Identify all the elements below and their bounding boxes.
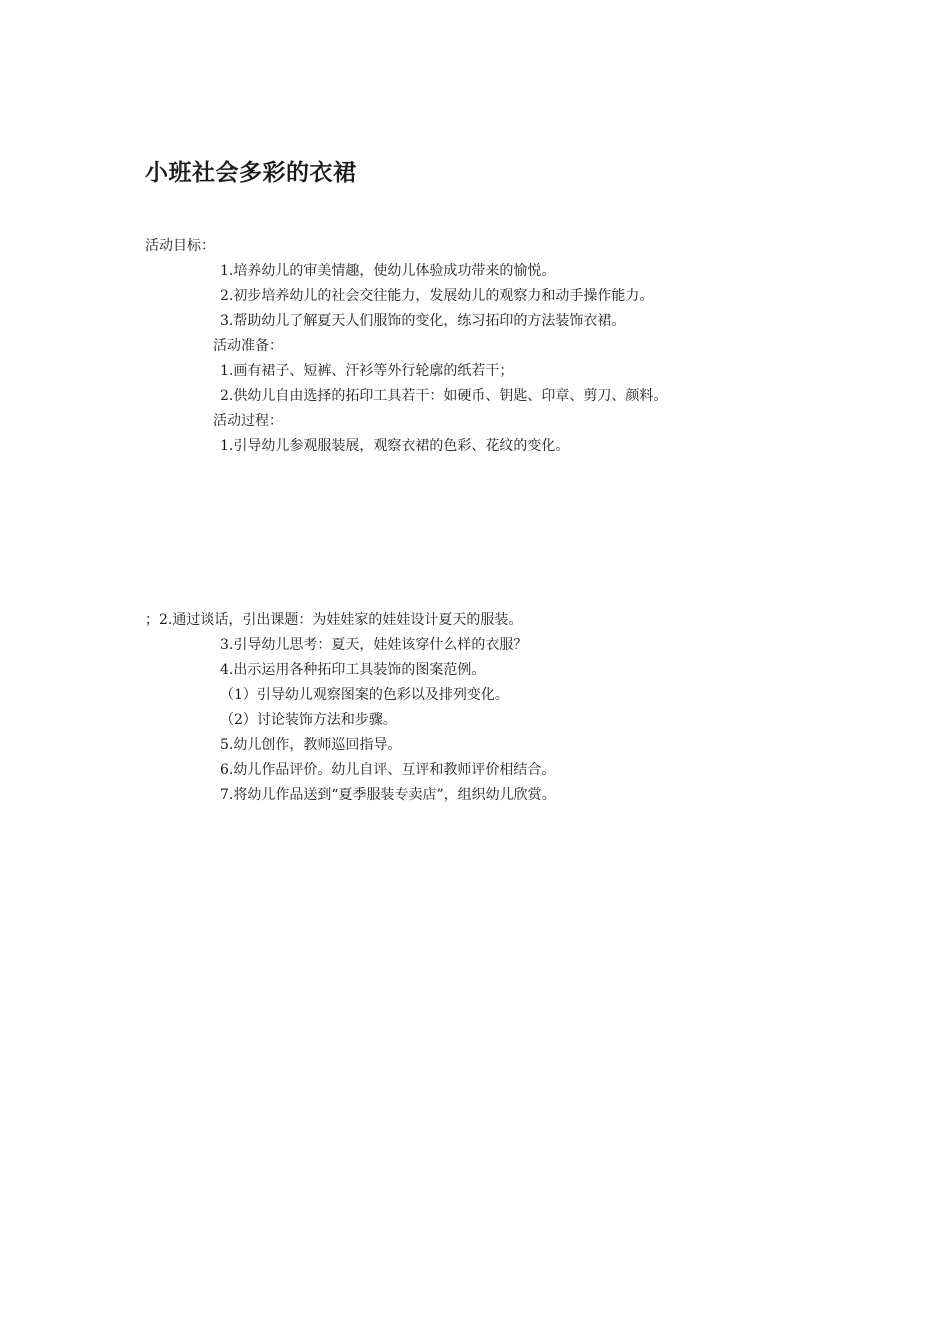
process-item-5: 5.幼儿创作，教师巡回指导。	[220, 737, 402, 753]
goal-item-1: 1.培养幼儿的审美情趣，使幼儿体验成功带来的愉悦。	[220, 263, 556, 279]
process-item-4: 4.出示运用各种拓印工具装饰的图案范例。	[220, 662, 486, 678]
process-item-7: 7.将幼儿作品送到“夏季服装专卖店”，组织幼儿欣赏。	[220, 787, 556, 803]
process-subitem-2: （2）讨论装饰方法和步骤。	[220, 712, 397, 728]
process-item-3: 3.引导幼儿思考：夏天，娃娃该穿什么样的衣服？	[220, 637, 528, 653]
process-item-2: ；2.通过谈话，引出课题：为娃娃家的娃娃设计夏天的服装。	[145, 612, 523, 628]
section-heading-process: 活动过程：	[213, 413, 283, 429]
preparation-item-1: 1.画有裙子、短裤、汗衫等外行轮廓的纸若干；	[220, 363, 514, 379]
process-subitem-1: （1）引导幼儿观察图案的色彩以及排列变化。	[220, 687, 509, 703]
document-title: 小班社会多彩的衣裙	[145, 160, 357, 186]
section-heading-goals: 活动目标：	[145, 238, 215, 254]
process-item-1: 1.引导幼儿参观服装展，观察衣裙的色彩、花纹的变化。	[220, 438, 570, 454]
section-heading-preparation: 活动准备：	[213, 338, 283, 354]
goal-item-2: 2.初步培养幼儿的社会交往能力，发展幼儿的观察力和动手操作能力。	[220, 288, 654, 304]
preparation-item-2: 2.供幼儿自由选择的拓印工具若干：如硬币、钥匙、印章、剪刀、颜料。	[220, 388, 668, 404]
goal-item-3: 3.帮助幼儿了解夏天人们服饰的变化，练习拓印的方法装饰衣裙。	[220, 313, 626, 329]
process-item-6: 6.幼儿作品评价。幼儿自评、互评和教师评价相结合。	[220, 762, 556, 778]
